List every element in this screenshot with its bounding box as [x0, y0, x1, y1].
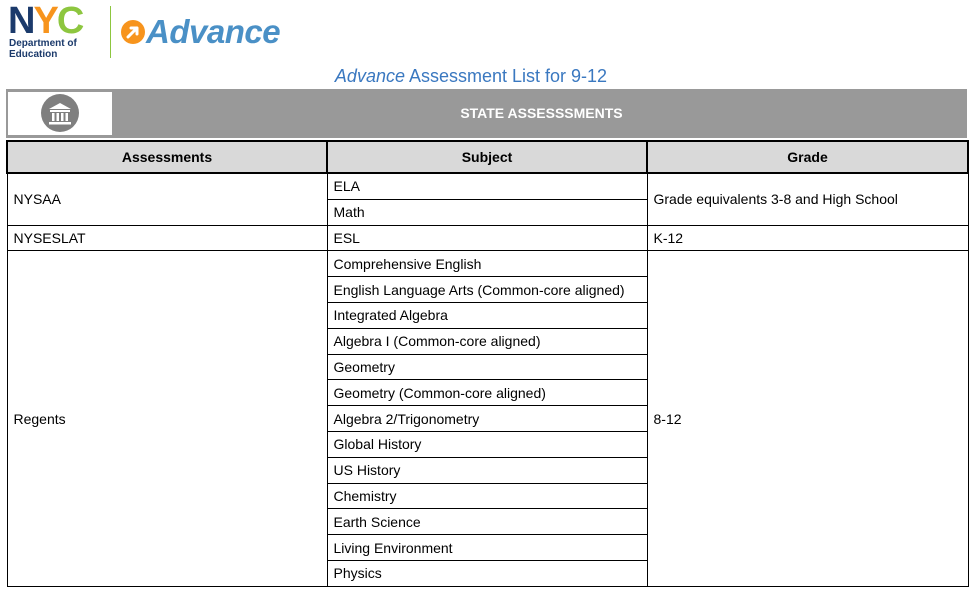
- subject-cell: Geometry: [327, 354, 647, 380]
- subject-cell: Algebra 2/Trigonometry: [327, 406, 647, 432]
- nyc-logo-letter-c: C: [56, 0, 83, 42]
- table-header-row: [7, 141, 968, 173]
- banner-label: STATE ASSESSSMENTS: [460, 105, 623, 121]
- subject-cell: US History: [327, 457, 647, 483]
- assessment-cell: NYSAA: [7, 173, 327, 225]
- subject-cell: Chemistry: [327, 483, 647, 509]
- government-building-icon: [40, 93, 80, 133]
- subject-cell: Algebra I (Common-core aligned): [327, 328, 647, 354]
- subject-cell: ELA: [327, 173, 647, 199]
- department-line-1: Department of: [9, 38, 77, 49]
- nyc-logo: [8, 2, 82, 40]
- nyc-logo-letter-n: N: [8, 0, 34, 42]
- subject-cell: Living Environment: [327, 535, 647, 561]
- subject-cell: English Language Arts (Common-core aligned): [327, 277, 647, 303]
- department-line-2: Education: [9, 49, 58, 60]
- grade-cell: Grade equivalents 3-8 and High School: [647, 173, 968, 225]
- grade-cell: 8-12: [647, 251, 968, 586]
- table-body: [7, 173, 968, 586]
- subject-cell: Math: [327, 199, 647, 225]
- advance-logo-text: Advance: [146, 13, 281, 50]
- department-name: [9, 38, 77, 60]
- page-title: [0, 66, 942, 86]
- subject-cell: Earth Science: [327, 509, 647, 535]
- logo-area: [0, 0, 320, 64]
- header-assessments: Assessments: [7, 141, 327, 173]
- assessment-cell: Regents: [7, 251, 327, 586]
- subject-cell: Comprehensive English: [327, 251, 647, 277]
- subject-cell: Integrated Algebra: [327, 302, 647, 328]
- header-subject: Subject: [327, 141, 647, 173]
- logo-divider: [110, 6, 111, 58]
- banner-icon-box: [8, 92, 112, 135]
- table-row: [7, 251, 968, 277]
- subject-cell: Global History: [327, 431, 647, 457]
- page-title-rest: Assessment List for 9-12: [404, 66, 608, 86]
- table-row: [7, 173, 968, 199]
- page-title-italic: Advance: [334, 66, 405, 86]
- assessment-cell: NYSESLAT: [7, 225, 327, 251]
- nyc-logo-letter-y: Y: [33, 0, 57, 42]
- advance-arrow-icon: [121, 20, 145, 44]
- subject-cell: Physics: [327, 560, 647, 586]
- subject-cell: ESL: [327, 225, 647, 251]
- subject-cell: Geometry (Common-core aligned): [327, 380, 647, 406]
- assessment-table: [6, 140, 969, 587]
- table-row: [7, 225, 968, 251]
- grade-cell: K-12: [647, 225, 968, 251]
- section-banner: [6, 89, 967, 138]
- header-grade: Grade: [647, 141, 968, 173]
